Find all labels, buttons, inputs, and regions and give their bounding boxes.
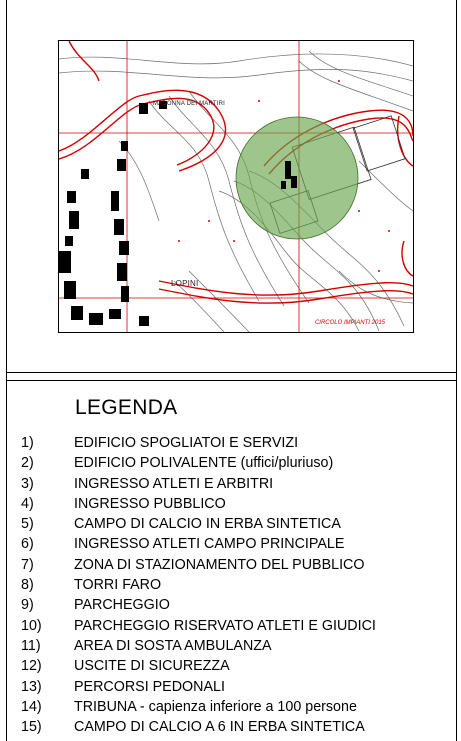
legend-item-number: 12)	[21, 658, 42, 675]
site-map	[58, 40, 414, 333]
legend-item	[21, 656, 376, 676]
legend-item-label: PERCORSI PEDONALI	[74, 678, 225, 695]
place-label-lopini: LOPINI	[171, 279, 199, 288]
legend-item-label: TORRI FARO	[74, 577, 162, 594]
legend-item-label: INGRESSO ATLETI CAMPO PRINCIPALE	[74, 536, 345, 553]
legend-item	[21, 697, 376, 717]
legend-item-number: 5)	[21, 516, 34, 533]
drawing-sheet	[6, 0, 457, 741]
legend-item	[21, 433, 376, 453]
legend-item	[21, 575, 376, 595]
legend-list	[21, 433, 376, 737]
bottom-divider	[7, 380, 456, 381]
top-divider	[7, 372, 456, 373]
legend-item-label: INGRESSO ATLETI E ARBITRI	[74, 475, 274, 492]
legend-item	[21, 595, 376, 615]
legend-item-number: 7)	[21, 556, 34, 573]
legend-item-label: USCITE DI SICUREZZA	[74, 658, 230, 675]
legend-item-label: EDIFICIO SPOGLIATOI E SERVIZI	[74, 435, 299, 451]
legend-item-label: CAMPO DI CALCIO A 6 IN ERBA SINTETICA	[74, 719, 365, 736]
legend-item-number: 11)	[21, 637, 41, 654]
legend-item	[21, 514, 376, 534]
place-label-madonna: MADONNA DEI MARTIRI	[153, 101, 226, 107]
legend-item-label: CAMPO DI CALCIO IN ERBA SINTETICA	[74, 516, 341, 533]
legend-item	[21, 717, 376, 737]
legend-item-number: 9)	[21, 597, 34, 614]
legend-item	[21, 616, 376, 636]
legend-item-number: 10)	[21, 617, 42, 634]
legend-title: LEGENDA	[75, 396, 178, 419]
site-map-drawing	[59, 41, 413, 332]
grid-lines	[59, 41, 413, 332]
legend-item	[21, 534, 376, 554]
map-credit-stamp: CIRCOLO IMPIANTI 2015	[314, 320, 385, 326]
legend-item-label: PARCHEGGIO	[74, 597, 170, 614]
legend-item-label: PARCHEGGIO RISERVATO ATLETI E GIUDICI	[74, 617, 376, 634]
legend-item-number: 14)	[21, 698, 42, 715]
legend-item-number: 3)	[21, 475, 34, 492]
legend-item-number: 4)	[21, 495, 34, 512]
legend-item-label: TRIBUNA - capienza inferiore a 100 persone	[74, 698, 357, 715]
legend-item-number: 2)	[21, 455, 34, 472]
legend-item	[21, 453, 376, 473]
legend-item	[21, 494, 376, 514]
legend-item	[21, 555, 376, 575]
legend-item-label: EDIFICIO POLIVALENTE (uffici/pluriuso)	[74, 455, 334, 472]
legend-item-label: ZONA DI STAZIONAMENTO DEL PUBBLICO	[74, 556, 365, 573]
legend-item-number: 6)	[21, 536, 34, 553]
legend-item-number: 1)	[21, 435, 34, 451]
legend-item-number: 13)	[21, 678, 42, 695]
legend-item	[21, 677, 376, 697]
legend-item-label: AREA DI SOSTA AMBULANZA	[74, 637, 272, 654]
legend-item-label: INGRESSO PUBBLICO	[74, 495, 226, 512]
legend-item	[21, 474, 376, 494]
legend-item-number: 8)	[21, 577, 34, 594]
legend-item	[21, 636, 376, 656]
legend-item-number: 15)	[21, 719, 42, 736]
